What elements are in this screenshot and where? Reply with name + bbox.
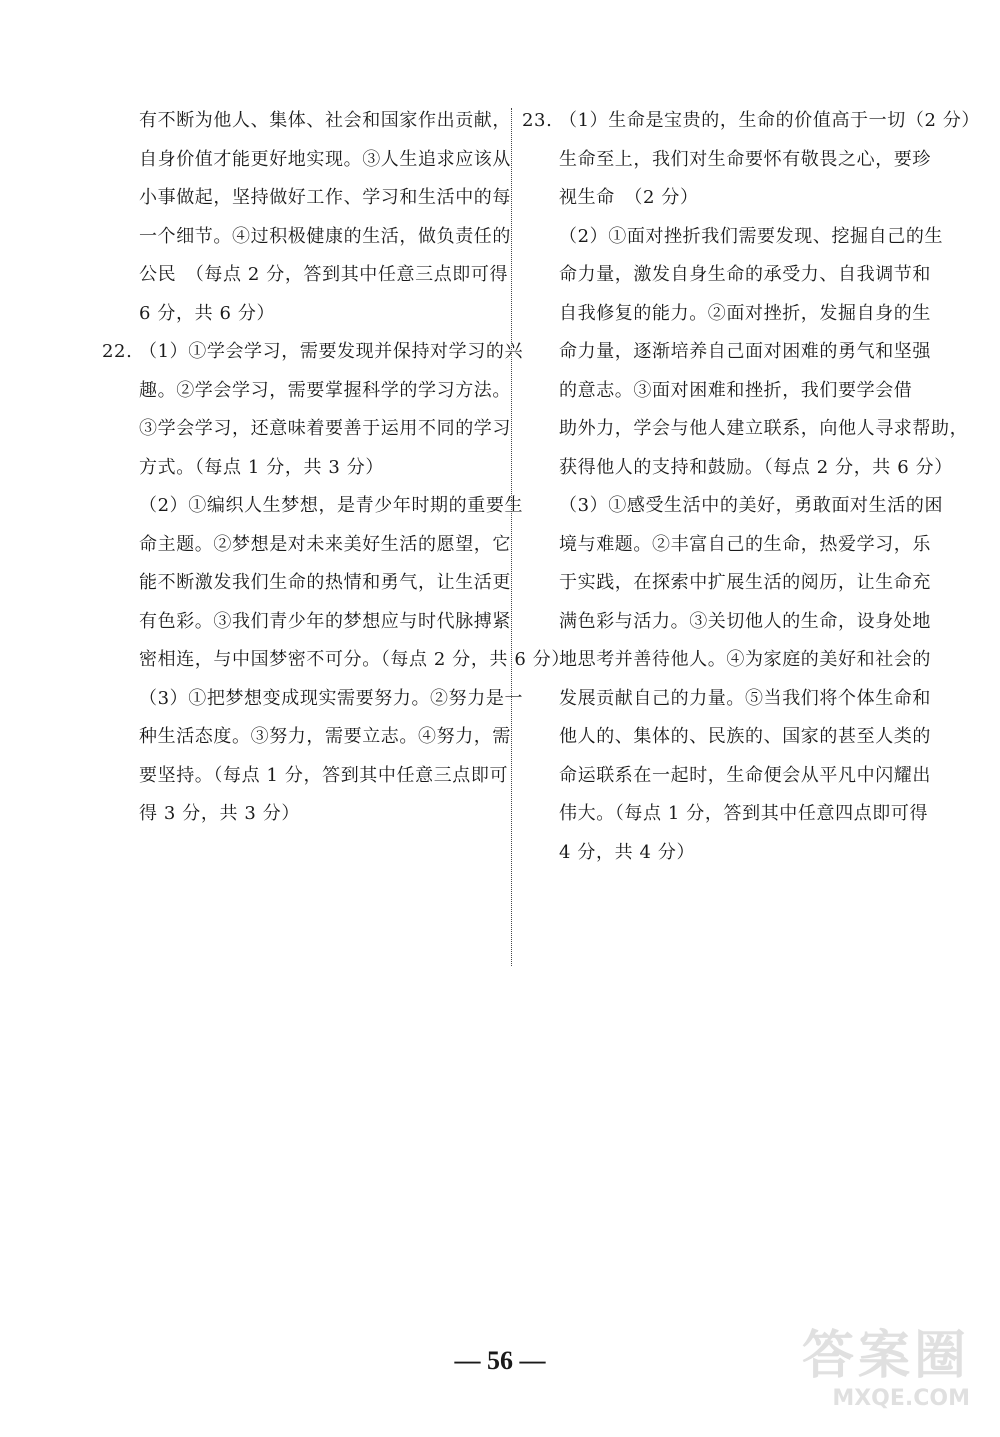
question-23-header — [522, 102, 981, 141]
text-line: 6 分，共 6 分） — [139, 302, 276, 324]
text-line: 发展贡献自己的力量。⑤当我们将个体生命和 — [559, 687, 931, 709]
text-line: （2）①编织人生梦想，是青少年时期的重要生 — [139, 495, 524, 516]
column-divider — [511, 108, 512, 966]
text-line: 获得他人的支持和鼓励。（每点 2 分，共 6 分） — [559, 456, 953, 478]
text-line: （3）①感受生活中的美好，勇敢面对生活的困 — [559, 495, 944, 516]
text-line: 伟大。（每点 1 分，答到其中任意四点即可得 — [559, 803, 929, 824]
text-line: 命主题。②梦想是对未来美好生活的愿望，它 — [139, 533, 511, 555]
text-line: 密相连，与中国梦密不可分。（每点 2 分，共 6 分） — [139, 649, 570, 670]
text-line: 他人的、集体的、民族的、国家的甚至人类的 — [559, 726, 931, 747]
text-line: （1）①学会学习，需要发现并保持对学习的兴 — [139, 341, 524, 362]
text-line: 境与难题。②丰富自己的生命，热爱学习，乐 — [559, 533, 931, 555]
text-line: 小事做起，坚持做好工作、学习和生活中的每 — [139, 187, 511, 208]
text-line: 命力量，逐渐培养自己面对困难的勇气和坚强 — [559, 341, 931, 362]
text-line: 有不断为他人、集体、社会和国家作出贡献， — [139, 110, 511, 131]
text-line: 自身价值才能更好地实现。③人生追求应该从 — [139, 148, 511, 170]
text-line: 生命至上，我们对生命要怀有敬畏之心，要珍 — [559, 148, 931, 170]
text-line: （3）①把梦想变成现实需要努力。②努力是一 — [139, 687, 524, 709]
text-line: 4 分，共 4 分） — [559, 841, 696, 863]
text-line: 要坚持。（每点 1 分，答到其中任意三点即可 — [139, 764, 509, 786]
page-number: — 56 — — [454, 1346, 546, 1375]
text-line: （1）生命是宝贵的，生命的价值高于一切（2 分） — [559, 110, 981, 131]
text-line: 种生活态度。③努力，需要立志。④努力，需 — [139, 726, 511, 747]
text-line: 一个细节。④过积极健康的生活，做负责任的 — [139, 225, 511, 247]
text-line: 助外力，学会与他人建立联系，向他人寻求帮助， — [559, 418, 969, 439]
text-line: 得 3 分，共 3 分） — [139, 803, 300, 824]
text-line: 趣。②学会学习，需要掌握科学的学习方法。 — [139, 379, 511, 401]
text-line: 方式。（每点 1 分，共 3 分） — [139, 456, 384, 478]
text-line: 的意志。③面对困难和挫折，我们要学会借 — [559, 379, 913, 401]
text-line: （2）①面对挫折我们需要发现、挖掘自己的生 — [559, 225, 944, 247]
question-number: 23. — [522, 110, 553, 131]
text-line: 命力量，激发自身生命的承受力、自我调节和 — [559, 264, 931, 285]
text-line: 自我修复的能力。②面对挫折，发掘自身的生 — [559, 302, 931, 324]
question-22-header — [102, 333, 524, 372]
right-column — [522, 102, 981, 872]
text-line: 地思考并善待他人。④为家庭的美好和社会的 — [559, 649, 931, 670]
text-line: 于实践，在探索中扩展生活的阅历，让生命充 — [559, 572, 931, 593]
text-line: 公民 （每点 2 分，答到其中任意三点即可得 — [139, 264, 509, 285]
watermark-logo — [770, 1328, 970, 1428]
text-line: 有色彩。③我们青少年的梦想应与时代脉搏紧 — [139, 610, 511, 632]
watermark-url: MXQE.COM — [832, 1386, 970, 1411]
text-line: ③学会学习，还意味着要善于运用不同的学习 — [139, 418, 511, 439]
text-line: 满色彩与活力。③关切他人的生命，设身处地 — [559, 610, 931, 632]
text-line: 视生命 （2 分） — [559, 187, 699, 208]
text-line: 能不断激发我们生命的热情和勇气，让生活更 — [139, 572, 511, 593]
watermark-logo-text: 答案圈 — [801, 1326, 970, 1386]
question-number: 22. — [102, 341, 133, 362]
text-line: 命运联系在一起时，生命便会从平凡中闪耀出 — [559, 764, 931, 786]
